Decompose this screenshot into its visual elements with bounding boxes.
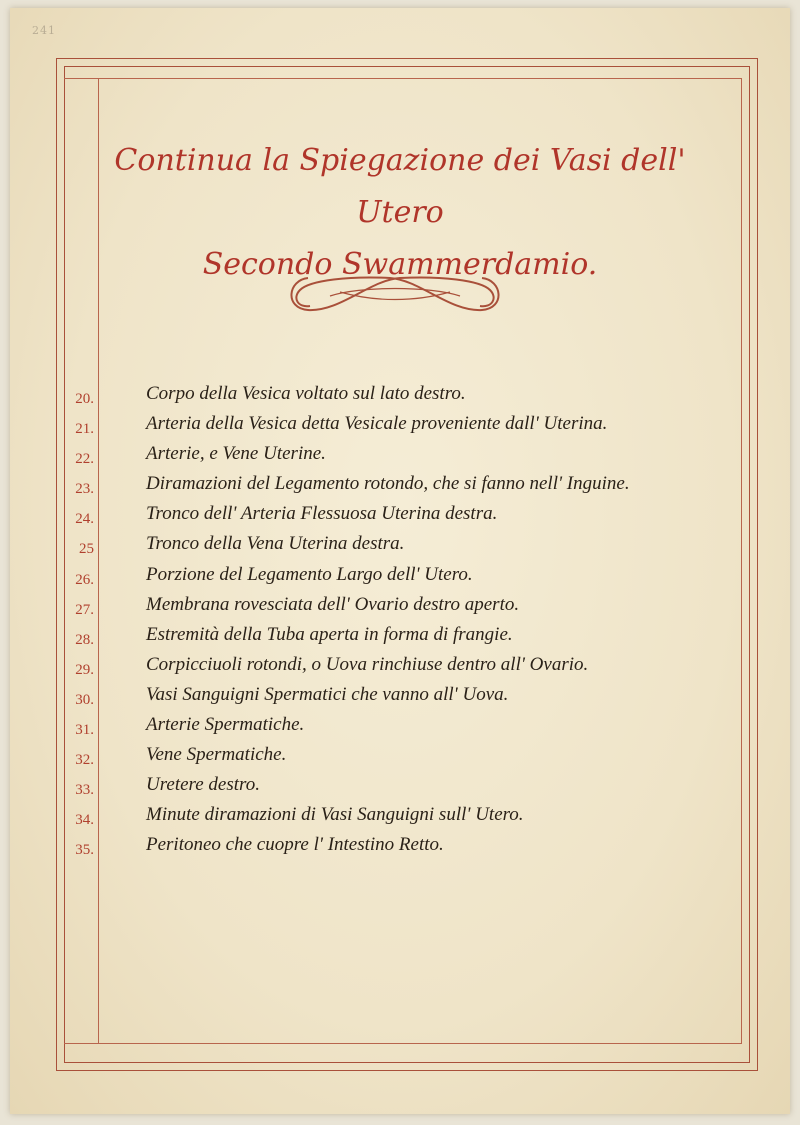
list-item bbox=[66, 564, 726, 594]
title-line-2: Secondo Swammerdamio. bbox=[202, 247, 598, 282]
list-item bbox=[66, 533, 726, 563]
entry-number: 20. bbox=[75, 391, 94, 407]
list-item bbox=[66, 473, 726, 503]
list-item bbox=[66, 413, 726, 443]
entry-text: Arterie Spermatiche. bbox=[146, 714, 305, 736]
list-item bbox=[66, 383, 726, 413]
list-item bbox=[66, 684, 726, 714]
entry-number: 22. bbox=[75, 451, 94, 468]
list-item bbox=[66, 503, 726, 533]
entry-text: Tronco della Vena Uterina destra. bbox=[146, 533, 405, 555]
entry-number: 25 bbox=[79, 541, 94, 558]
entry-number: 28. bbox=[75, 631, 94, 648]
flourish-ornament bbox=[280, 268, 510, 318]
entry-number: 33. bbox=[75, 782, 94, 799]
list-item bbox=[66, 443, 726, 473]
list-item bbox=[66, 654, 726, 684]
entry-text: Arterie, e Vene Uterine. bbox=[146, 443, 326, 465]
list-item bbox=[66, 594, 726, 624]
entry-number: 35. bbox=[75, 842, 94, 859]
list-item bbox=[66, 834, 726, 864]
list-item bbox=[66, 744, 726, 774]
entry-number: 26. bbox=[75, 571, 94, 588]
entry-number: 34. bbox=[75, 812, 94, 829]
list-item bbox=[66, 624, 726, 654]
entry-number: 27. bbox=[75, 601, 94, 618]
entry-number: 32. bbox=[75, 752, 94, 769]
list-item bbox=[66, 774, 726, 804]
entry-text: Estremità della Tuba aperta in forma di frangie. bbox=[146, 623, 513, 645]
entry-number: 30. bbox=[75, 691, 94, 708]
entry-number: 31. bbox=[75, 722, 94, 739]
entry-text: Porzione del Legamento Largo dell' Utero. bbox=[146, 563, 473, 585]
entry-text: Vasi Sanguigni Spermatici che vanno all' Uova. bbox=[146, 683, 509, 705]
entry-text: Corpicciuoli rotondi, o Uova rinchiuse dentro all' Ovario. bbox=[146, 653, 589, 675]
entry-text: Arteria della Vesica detta Vesicale proveniente dall' Uterina. bbox=[146, 413, 608, 435]
entry-text: Corpo della Vesica voltato sul lato destro. bbox=[146, 383, 466, 404]
entry-text: Peritoneo che cuopre l' Intestino Retto. bbox=[146, 834, 444, 856]
entry-number: 24. bbox=[75, 511, 94, 528]
explanation-list bbox=[66, 383, 726, 865]
entry-text: Vene Spermatiche. bbox=[146, 744, 287, 766]
entry-text: Uretere destro. bbox=[146, 774, 260, 796]
entry-number: 29. bbox=[75, 661, 94, 678]
title-line-1: Continua la Spiegazione dei Vasi dell' Utero bbox=[114, 143, 686, 230]
list-item bbox=[66, 714, 726, 744]
entry-text: Minute diramazioni di Vasi Sanguigni sull' Utero. bbox=[146, 804, 524, 826]
entry-text: Diramazioni del Legamento rotondo, che si fanno nell' Inguine. bbox=[146, 473, 630, 495]
entry-number: 23. bbox=[75, 481, 94, 498]
entry-text: Tronco dell' Arteria Flessuosa Uterina destra. bbox=[146, 503, 498, 525]
entry-text: Membrana rovesciata dell' Ovario destro aperto. bbox=[146, 593, 520, 615]
list-item bbox=[66, 804, 726, 834]
corner-note: 241 bbox=[32, 24, 56, 37]
entry-number: 21. bbox=[75, 421, 94, 438]
